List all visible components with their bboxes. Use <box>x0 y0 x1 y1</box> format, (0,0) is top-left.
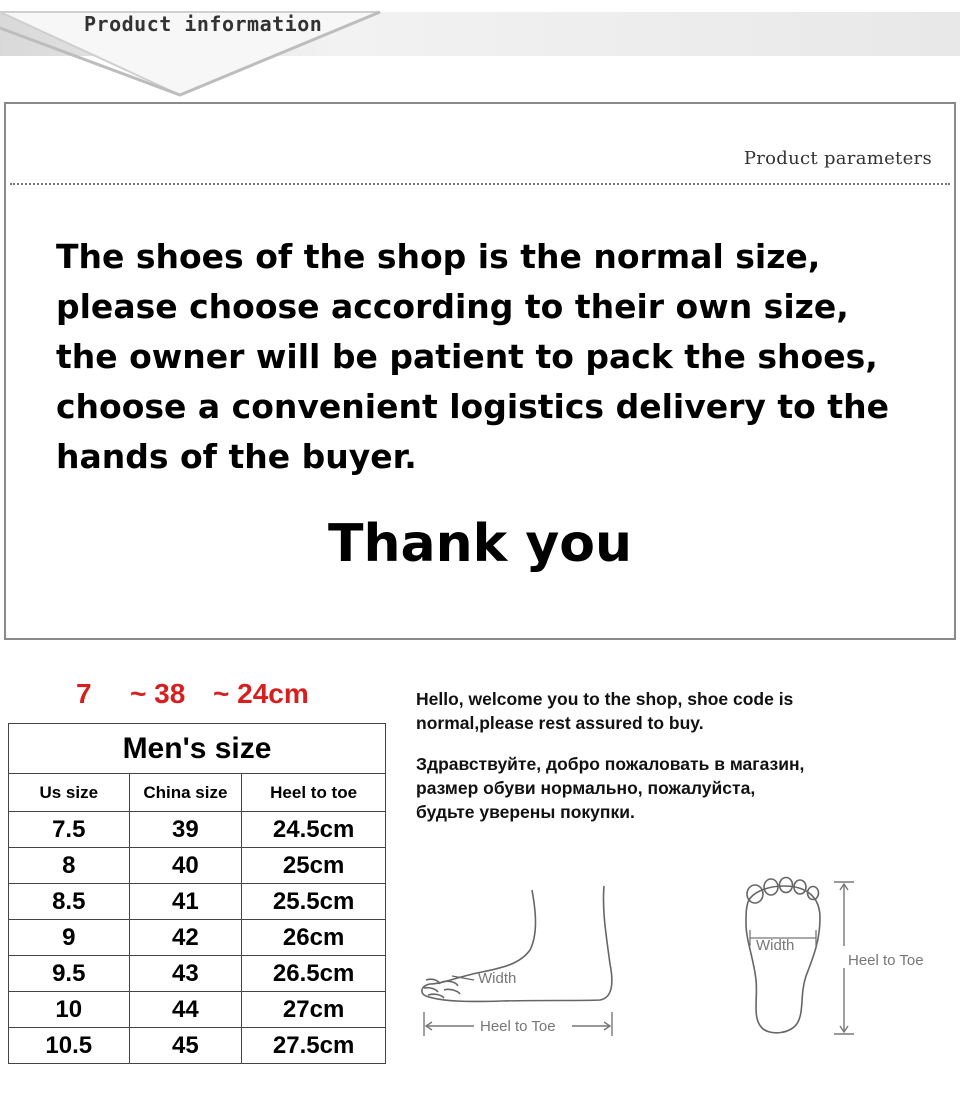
range-length: ~ 24cm <box>213 678 309 709</box>
table-title: Men's size <box>9 724 386 774</box>
cell-us-size: 7.5 <box>9 812 130 848</box>
table-row <box>9 920 386 956</box>
cell-china-size: 39 <box>129 812 242 848</box>
cell-heel-to-toe: 26cm <box>242 920 386 956</box>
product-parameters-box <box>4 102 956 640</box>
cell-china-size: 45 <box>129 1028 242 1064</box>
parameters-label: Product parameters <box>743 148 932 169</box>
sole-width-label: Width <box>756 937 795 954</box>
foot-measurement-diagrams <box>412 872 952 1052</box>
cell-heel-to-toe: 25.5cm <box>242 884 386 920</box>
notice-line: please choose according to their own size, <box>56 287 849 326</box>
table-row <box>9 884 386 920</box>
welcome-line: размер обуви нормально, пожалуйста, <box>416 778 756 798</box>
header-heel-to-toe: Heel to toe <box>242 774 386 812</box>
side-width-label: Width <box>478 970 517 987</box>
header-band <box>0 0 960 100</box>
cell-china-size: 44 <box>129 992 242 1028</box>
thank-you-text: Thank you <box>328 514 632 574</box>
cell-heel-to-toe: 26.5cm <box>242 956 386 992</box>
foot-sole-icon <box>746 878 820 1033</box>
header-china-size: China size <box>129 774 242 812</box>
cell-us-size: 8.5 <box>9 884 130 920</box>
table-row <box>9 1028 386 1064</box>
cell-heel-to-toe: 27cm <box>242 992 386 1028</box>
cell-us-size: 10 <box>9 992 130 1028</box>
notice-line: the owner will be patient to pack the shoes, <box>56 337 878 376</box>
table-row <box>9 848 386 884</box>
cell-us-size: 9.5 <box>9 956 130 992</box>
cell-heel-to-toe: 24.5cm <box>242 812 386 848</box>
welcome-english <box>416 687 793 735</box>
sole-length-label: Heel to Toe <box>848 952 924 969</box>
header-us-size: Us size <box>9 774 130 812</box>
side-length-label: Heel to Toe <box>480 1018 556 1035</box>
table-row <box>9 992 386 1028</box>
cell-heel-to-toe: 25cm <box>242 848 386 884</box>
cell-heel-to-toe: 27.5cm <box>242 1028 386 1064</box>
size-notice <box>56 232 956 482</box>
range-us-size: 7 <box>76 678 92 709</box>
cell-us-size: 9 <box>9 920 130 956</box>
header-title: Product information <box>84 12 323 36</box>
welcome-line: Hello, welcome you to the shop, shoe code is <box>416 689 794 709</box>
foot-side-icon <box>422 886 612 1001</box>
cell-china-size: 43 <box>129 956 242 992</box>
cell-china-size: 40 <box>129 848 242 884</box>
welcome-russian <box>416 752 804 824</box>
dotted-divider <box>10 183 950 185</box>
table-row <box>9 956 386 992</box>
welcome-line: будьте уверены покупки. <box>416 802 635 822</box>
cell-china-size: 41 <box>129 884 242 920</box>
welcome-line: Здравствуйте, добро пожаловать в магазин, <box>416 754 805 774</box>
cell-us-size: 10.5 <box>9 1028 130 1064</box>
notice-line: The shoes of the shop is the normal size, <box>56 237 821 276</box>
mens-size-table <box>8 723 386 1064</box>
range-china-size: ~ 38 <box>130 678 186 709</box>
welcome-line: normal,please rest assured to buy. <box>416 713 704 733</box>
table-row <box>9 812 386 848</box>
cell-china-size: 42 <box>129 920 242 956</box>
notice-line: choose a convenient logistics delivery to the <box>56 387 889 426</box>
cell-us-size: 8 <box>9 848 130 884</box>
notice-line: hands of the buyer. <box>56 437 417 476</box>
